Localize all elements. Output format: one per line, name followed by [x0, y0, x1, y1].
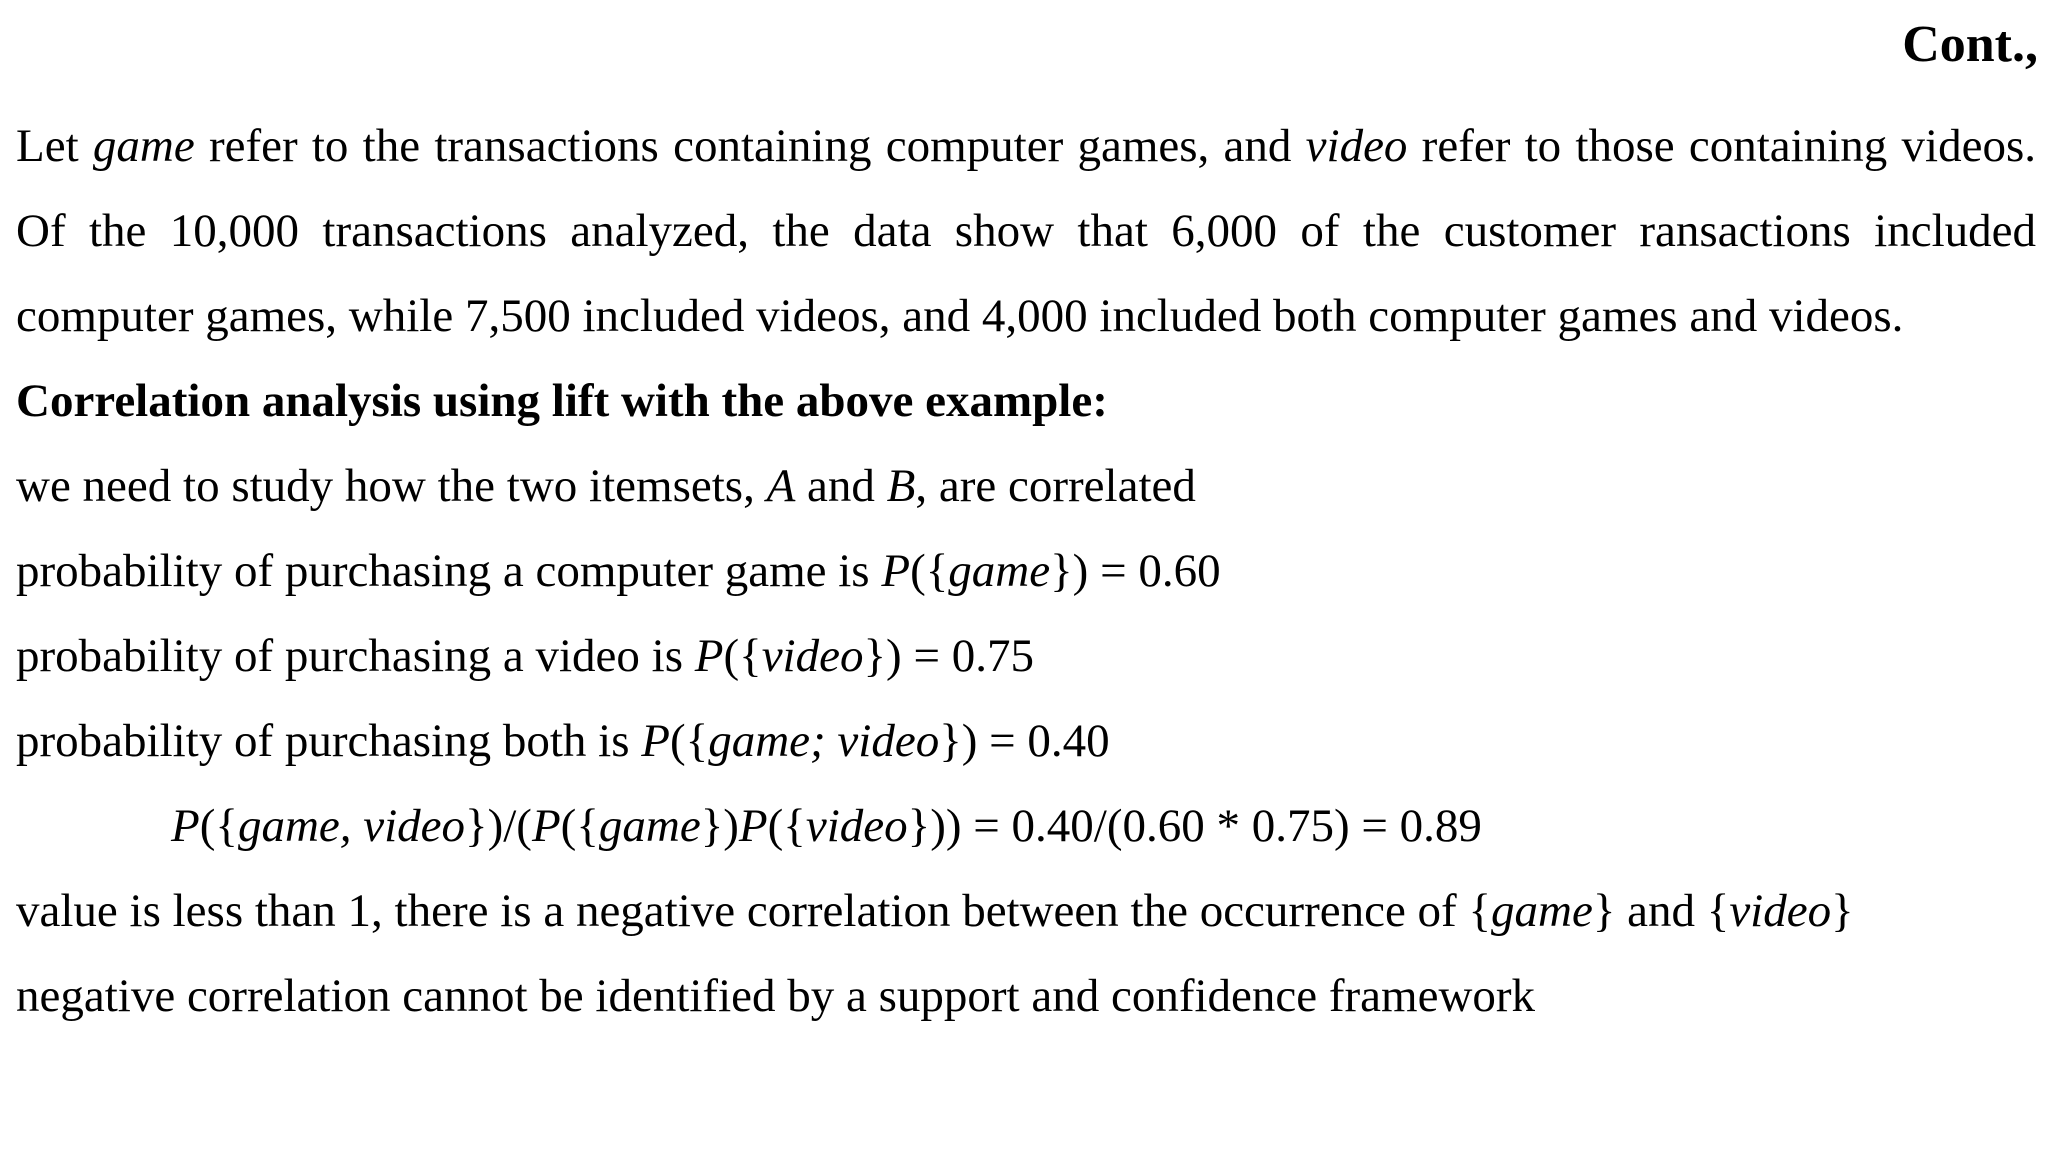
prob-both-close: }) [939, 715, 978, 767]
itemsets-text-3: , are correlated [915, 460, 1196, 512]
prob-video-line [16, 614, 2036, 699]
intro-text-2: refer to the transactions containing computer games, and [194, 120, 1306, 172]
slide-heading: Cont., [1902, 16, 2038, 73]
prob-video-p: P [694, 630, 724, 682]
conclusion-text-3: } [1831, 885, 1854, 937]
final-line: negative correlation cannot be identified by a support and confidence framework [16, 970, 1536, 1022]
prob-both-text: probability of purchasing both is [16, 715, 642, 767]
prob-game-var: game [948, 545, 1051, 597]
formula-p2: P [531, 800, 561, 852]
conclusion-game: game [1491, 885, 1593, 937]
formula-s4: })/( [465, 800, 532, 852]
conclusion-text-1: value is less than 1, there is a negative correlation between the occurrence of { [16, 885, 1492, 937]
slide-content [16, 104, 2036, 1039]
prob-game-line [16, 529, 2036, 614]
prob-game-p: P [881, 545, 911, 597]
prob-both-open: ({ [670, 715, 709, 767]
prob-video-value: = 0.75 [901, 630, 1034, 682]
prob-both-line [16, 699, 2036, 784]
formula-p1: P [171, 800, 200, 852]
conclusion-line [16, 869, 2036, 954]
itemset-a: A [766, 460, 796, 512]
formula-s10: ({ [767, 800, 806, 852]
itemsets-text-2: and [795, 460, 887, 512]
section-title: Correlation analysis using lift with the above example: [16, 375, 1108, 427]
prob-both-p: P [641, 715, 670, 767]
prob-video-close: }) [863, 630, 902, 682]
formula-s11: video [805, 800, 908, 852]
conclusion-text-2: } and { [1592, 885, 1730, 937]
intro-text-3: refer to those containing videos. Of the 10,000 transactions analyzed, the data show that 6,000 of the customer ransactions included computer games, while 7,500 included videos, and 4,000 included both computer games and videos. [16, 120, 2036, 342]
prob-game-text: probability of purchasing a computer game is [16, 545, 882, 597]
prob-both-var: game; video [708, 715, 940, 767]
video-term: video [1305, 120, 1408, 172]
prob-game-close: }) [1050, 545, 1089, 597]
game-term: game [92, 120, 195, 172]
prob-game-value: = 0.60 [1088, 545, 1221, 597]
formula-result: = 0.40/(0.60 * 0.75) = 0.89 [961, 800, 1482, 852]
prob-video-text: probability of purchasing a video is [16, 630, 695, 682]
lift-formula [16, 784, 2036, 869]
conclusion-video: video [1729, 885, 1832, 937]
intro-paragraph [16, 104, 2036, 359]
formula-p3: P [738, 800, 768, 852]
formula-s7: game [598, 800, 701, 852]
prob-game-open: ({ [910, 545, 949, 597]
intro-text-1: Let [16, 120, 93, 172]
itemsets-line [16, 444, 2036, 529]
prob-video-open: ({ [723, 630, 762, 682]
formula-s3: game, video [237, 800, 466, 852]
itemset-b: B [886, 460, 916, 512]
prob-both-value: = 0.40 [977, 715, 1110, 767]
formula-s6: ({ [560, 800, 599, 852]
formula-s2: ({ [199, 800, 238, 852]
formula-s12: })) [907, 800, 962, 852]
formula-s8: }) [700, 800, 739, 852]
itemsets-text-1: we need to study how the two itemsets, [16, 460, 767, 512]
prob-video-var: video [761, 630, 864, 682]
